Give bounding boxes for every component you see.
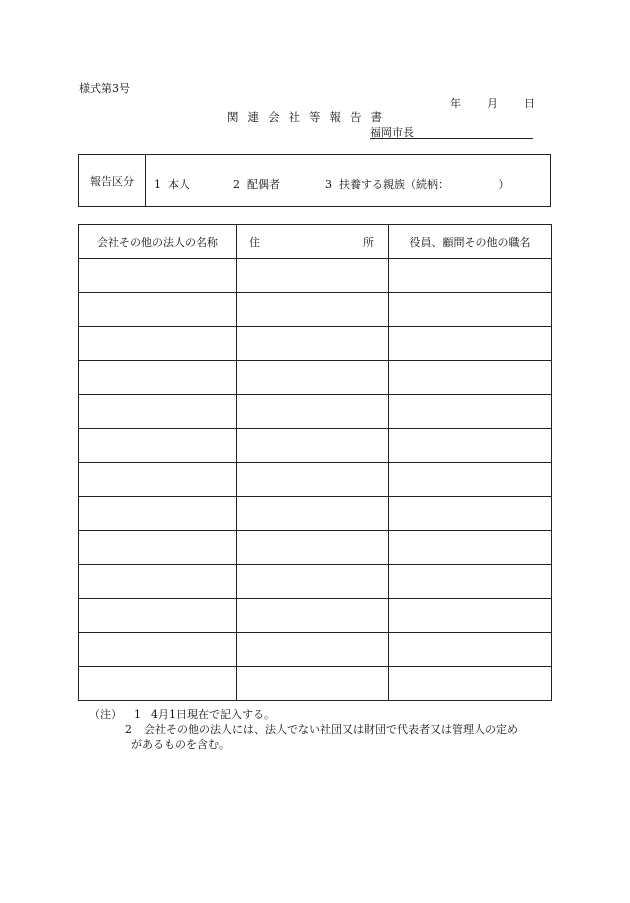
table-row xyxy=(79,361,552,395)
note-number: 2 xyxy=(125,723,132,736)
cell-company-name[interactable] xyxy=(79,293,237,327)
note-item-2 xyxy=(125,722,518,737)
option-text: 本人 xyxy=(168,178,190,191)
table-row xyxy=(79,429,552,463)
table-row xyxy=(79,633,552,667)
category-option-self xyxy=(154,176,190,192)
table-row xyxy=(79,667,552,701)
cell-position[interactable] xyxy=(389,259,552,293)
table-row xyxy=(79,565,552,599)
document-title: 関連会社等報告書 xyxy=(227,110,391,124)
option-number: 1 xyxy=(154,178,161,191)
note-text: 会社その他の法人には、法人でない社団又は財団で代表者又は管理人の定め xyxy=(144,723,518,736)
cell-position[interactable] xyxy=(389,293,552,327)
notes xyxy=(89,707,518,752)
category-option-relative xyxy=(325,176,510,192)
cell-address[interactable] xyxy=(237,599,389,633)
cell-company-name[interactable] xyxy=(79,497,237,531)
cell-address[interactable] xyxy=(237,667,389,701)
form-number: 様式第3号 xyxy=(79,82,130,95)
header-company-name: 会社その他の法人の名称 xyxy=(79,225,237,259)
cell-position[interactable] xyxy=(389,463,552,497)
cell-address[interactable] xyxy=(237,395,389,429)
table-header-row xyxy=(79,225,552,259)
header-address-left: 住 xyxy=(249,235,260,249)
cell-position[interactable] xyxy=(389,361,552,395)
table-row xyxy=(79,395,552,429)
note-item-2-continuation xyxy=(131,737,518,752)
date-month: 月 xyxy=(487,97,498,110)
option-number: 2 xyxy=(233,178,240,191)
cell-address[interactable] xyxy=(237,429,389,463)
note-number: 1 xyxy=(134,708,141,721)
option-number: 3 xyxy=(325,178,332,191)
cell-address[interactable] xyxy=(237,497,389,531)
cell-address[interactable] xyxy=(237,361,389,395)
table-row xyxy=(79,463,552,497)
note-text: 4月1日現在で記入する。 xyxy=(151,708,275,721)
header-position: 役員、顧問その他の職名 xyxy=(389,225,552,259)
cell-address[interactable] xyxy=(237,633,389,667)
cell-position[interactable] xyxy=(389,599,552,633)
date-line xyxy=(450,95,535,111)
table-row xyxy=(79,497,552,531)
option-text: 配偶者 xyxy=(247,178,280,191)
cell-position[interactable] xyxy=(389,633,552,667)
cell-position[interactable] xyxy=(389,497,552,531)
cell-position[interactable] xyxy=(389,531,552,565)
related-company-table xyxy=(78,224,552,701)
date-day: 日 xyxy=(524,97,535,110)
cell-company-name[interactable] xyxy=(79,531,237,565)
cell-company-name[interactable] xyxy=(79,565,237,599)
table-row xyxy=(79,531,552,565)
category-option-spouse xyxy=(233,176,280,192)
cell-address[interactable] xyxy=(237,259,389,293)
header-address-right: 所 xyxy=(363,235,374,249)
cell-address[interactable] xyxy=(237,565,389,599)
table-row xyxy=(79,293,552,327)
report-category-label: 報告区分 xyxy=(79,155,146,206)
cell-address[interactable] xyxy=(237,531,389,565)
table-row xyxy=(79,327,552,361)
table-row xyxy=(79,259,552,293)
cell-company-name[interactable] xyxy=(79,361,237,395)
cell-company-name[interactable] xyxy=(79,633,237,667)
cell-company-name[interactable] xyxy=(79,463,237,497)
cell-address[interactable] xyxy=(237,463,389,497)
addressee: 福岡市長 xyxy=(370,124,533,139)
notes-prefix: （注） xyxy=(89,708,122,721)
cell-position[interactable] xyxy=(389,327,552,361)
cell-position[interactable] xyxy=(389,395,552,429)
cell-position[interactable] xyxy=(389,667,552,701)
cell-company-name[interactable] xyxy=(79,395,237,429)
cell-company-name[interactable] xyxy=(79,599,237,633)
cell-company-name[interactable] xyxy=(79,429,237,463)
cell-position[interactable] xyxy=(389,565,552,599)
cell-address[interactable] xyxy=(237,293,389,327)
table-row xyxy=(79,599,552,633)
header-address xyxy=(237,225,389,259)
table-body xyxy=(79,259,552,701)
cell-company-name[interactable] xyxy=(79,667,237,701)
cell-address[interactable] xyxy=(237,327,389,361)
note-continuation-text: があるものを含む。 xyxy=(131,738,230,751)
report-category-box xyxy=(78,154,551,207)
cell-company-name[interactable] xyxy=(79,327,237,361)
option-text: 扶養する親族（続柄： ） xyxy=(339,178,510,191)
note-item-1 xyxy=(89,707,518,722)
cell-company-name[interactable] xyxy=(79,259,237,293)
date-year: 年 xyxy=(450,97,461,110)
cell-position[interactable] xyxy=(389,429,552,463)
